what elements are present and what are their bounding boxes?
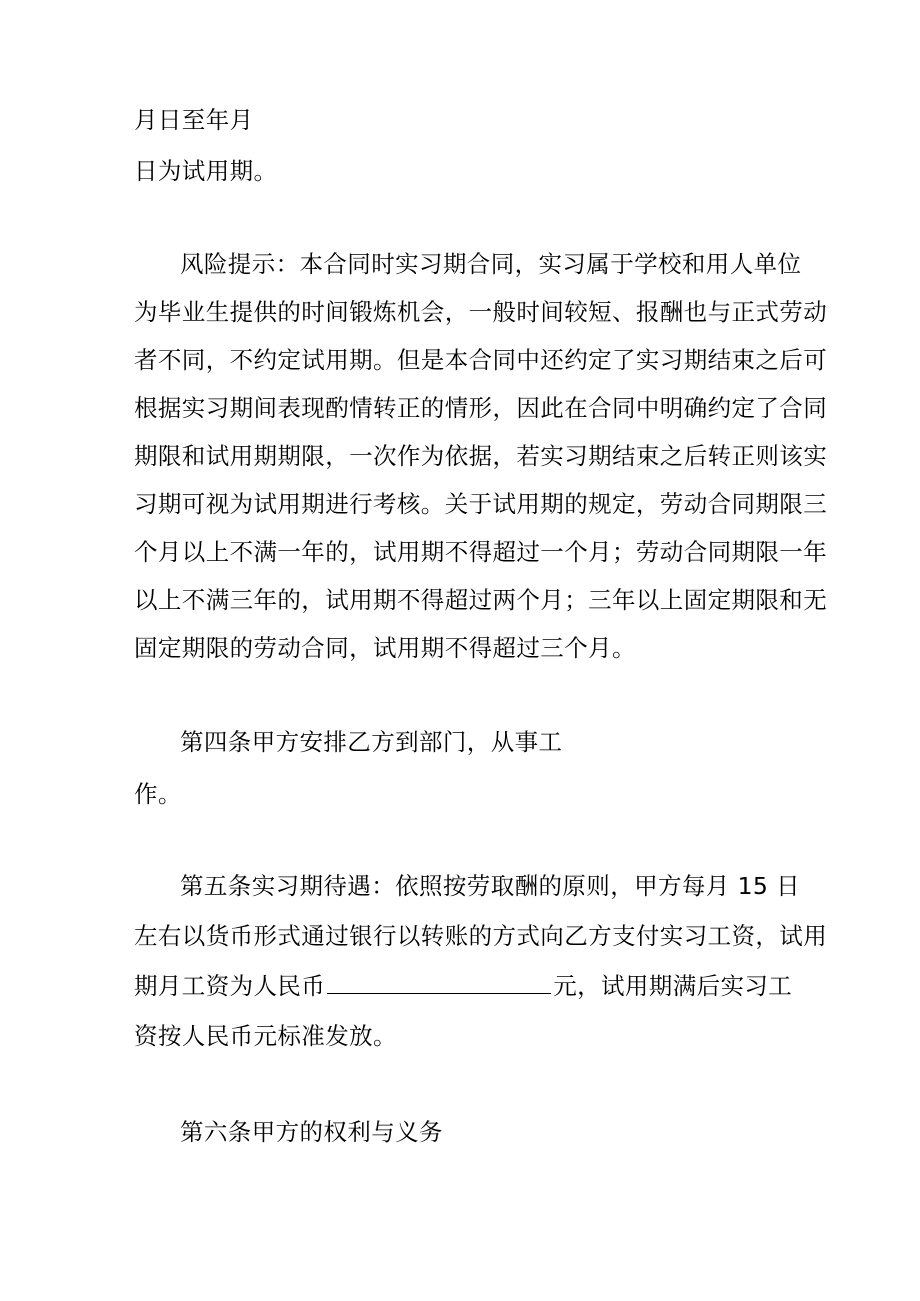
risk-notice-line: 习期可视为试用期进行考核。关于试用期的规定，劳动合同期限三 <box>134 490 828 518</box>
risk-notice-line: 风险提示：本合同时实习期合同，实习属于学校和用人单位 <box>180 250 802 278</box>
risk-notice-line: 期限和试用期期限，一次作为依据，若实习期结束之后转正则该实 <box>134 442 828 470</box>
risk-notice-line: 为毕业生提供的时间锻炼机会，一般时间较短、报酬也与正式劳动 <box>134 298 828 326</box>
risk-notice-line: 以上不满三年的，试用期不得超过两个月；三年以上固定期限和无 <box>134 586 828 614</box>
risk-notice-line: 者不同，不约定试用期。但是本合同中还约定了实习期结束之后可 <box>134 346 828 374</box>
risk-notice-line: 固定期限的劳动合同，试用期不得超过三个月。 <box>134 634 636 662</box>
article-5-line-3-start: 期月工资为人民币 <box>134 972 326 1000</box>
article-4-line-2: 作。 <box>134 780 182 808</box>
article-5-line-4: 资按人民币元标准发放。 <box>134 1022 397 1050</box>
article-5-line-1: 第五条实习期待遇：依照按劳取酬的原则，甲方每月 15 日 <box>180 872 801 900</box>
probation-dates-line-1: 月日至年月 <box>134 106 254 134</box>
article-6-title: 第六条甲方的权利与义务 <box>180 1118 443 1146</box>
probation-dates-line-2: 日为试用期。 <box>134 157 278 185</box>
article-5-line-3 <box>134 970 792 1002</box>
salary-blank <box>327 973 551 994</box>
risk-notice-line: 个月以上不满一年的，试用期不得超过一个月；劳动合同期限一年 <box>134 538 828 566</box>
article-4-line-1: 第四条甲方安排乙方到部门，从事工 <box>180 728 563 756</box>
risk-notice-line: 根据实习期间表现酌情转正的情形，因此在合同中明确约定了合同 <box>134 394 828 422</box>
article-5-line-3-end: 元，试用期满后实习工 <box>553 972 793 1000</box>
article-5-line-2: 左右以货币形式通过银行以转账的方式向乙方支付实习工资，试用 <box>134 922 828 950</box>
